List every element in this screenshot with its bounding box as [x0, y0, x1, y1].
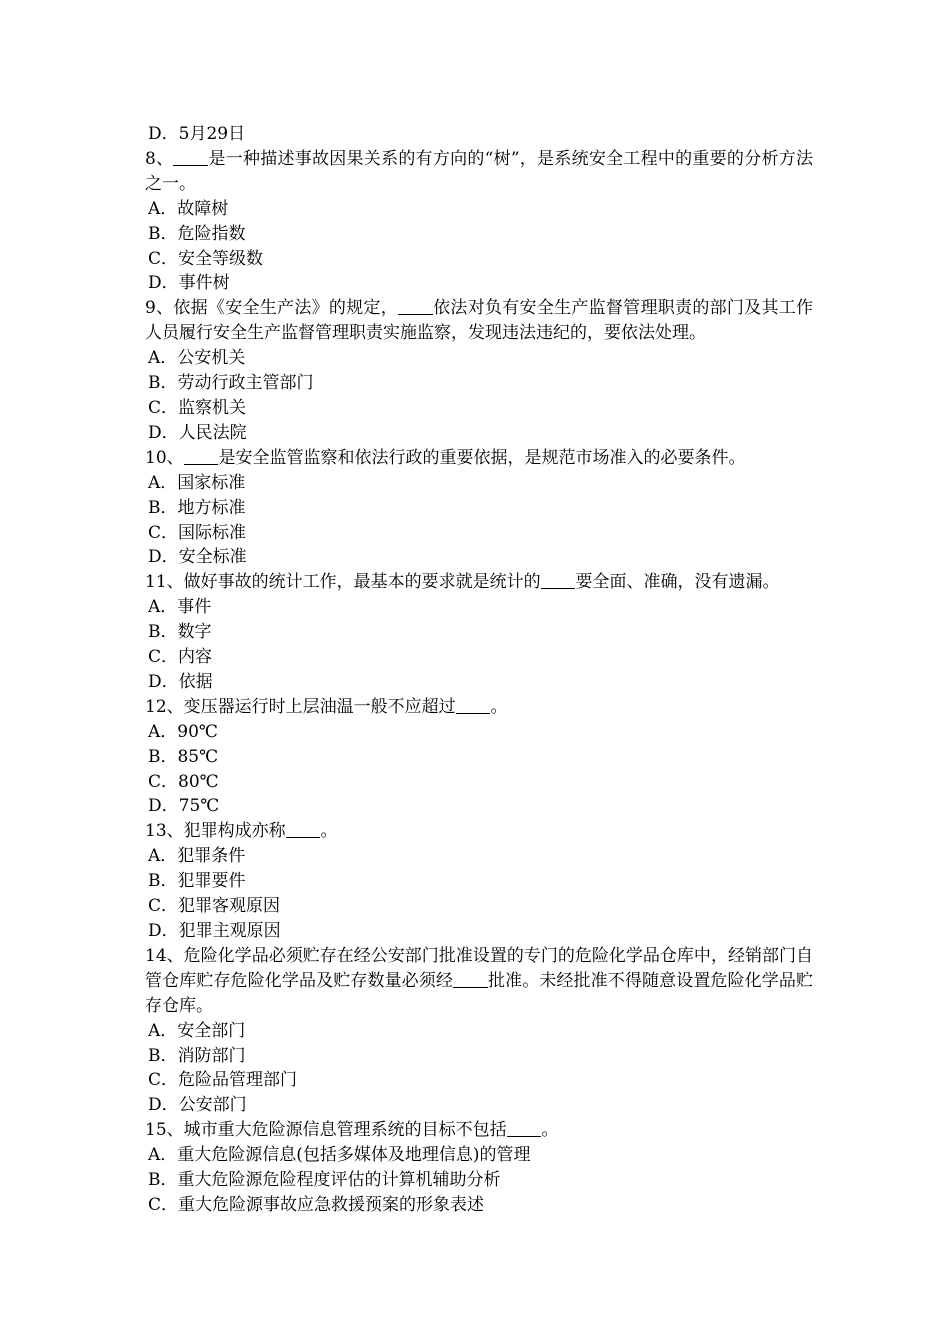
question-text	[145, 1118, 813, 1143]
question-rest: 。	[541, 1120, 559, 1141]
answer-option: C．80℃	[148, 771, 219, 792]
answer-option: A．事件	[148, 597, 212, 618]
question-lead: 14、危险化学品必须贮存在经公安部门批准设置的专门的危险化学品仓库中，经销部门自管仓库贮存危险化学品及贮存数量必须经	[145, 945, 813, 991]
answer-option: A．犯罪条件	[148, 846, 246, 867]
answer-option: D．犯罪主观原因	[148, 921, 281, 941]
answer-option: A．90℃	[148, 721, 218, 742]
question-lead: 10、	[145, 447, 184, 468]
answer-option: C．犯罪客观原因	[148, 896, 281, 917]
answer-option: D．公安部门	[148, 1095, 247, 1116]
question-rest: 。	[320, 821, 338, 842]
answer-option: B．消防部门	[148, 1045, 246, 1066]
question-text	[145, 944, 813, 1019]
answer-option: A．安全部门	[148, 1020, 246, 1041]
question-rest: 批准。未经批准不得随意设置危险化学品贮存仓库。	[145, 970, 814, 1016]
answer-option: B．重大危险源危险程度评估的计算机辅助分析	[148, 1170, 501, 1191]
answer-option: C．内容	[148, 647, 213, 668]
fill-in-blank	[173, 148, 208, 166]
fill-in-blank	[453, 970, 488, 988]
question-lead: 11、做好事故的统计工作，最基本的要求就是统计的	[145, 572, 541, 593]
question-rest: 依法对负有安全生产监督管理职责的部门及其工作人员履行安全生产监督管理职责实施监察，发现违法违纪的，要依法处理。	[145, 298, 813, 344]
answer-option: D．5月29日	[148, 124, 246, 144]
fill-in-blank	[541, 571, 576, 589]
question-text	[145, 819, 813, 844]
question-text	[145, 147, 813, 197]
question-rest: 是安全监管监察和依法行政的重要依据，是规范市场准入的必要条件。	[218, 447, 746, 468]
answer-option: B．85℃	[148, 746, 219, 767]
answer-option: C．国际标准	[148, 522, 247, 543]
question-rest: 是一种描述事故因果关系的有方向的“树”，是系统安全工程中的重要的分析方法之一。	[145, 148, 813, 194]
answer-option: D．75℃	[148, 796, 220, 817]
answer-option: B．地方标准	[148, 497, 246, 518]
fill-in-blank	[398, 297, 433, 315]
question-text	[145, 695, 813, 720]
fill-in-blank	[507, 1119, 542, 1137]
question-lead: 13、犯罪构成亦称	[145, 821, 286, 842]
answer-option: B．数字	[148, 622, 212, 643]
question-text	[145, 570, 813, 595]
question-rest: 要全面、准确，没有遗漏。	[575, 572, 780, 593]
answer-option: A．重大危险源信息(包括多媒体及地理信息)的管理	[148, 1145, 531, 1166]
question-rest: 。	[490, 696, 508, 717]
question-lead: 8、	[145, 148, 174, 169]
question-lead: 12、变压器运行时上层油温一般不应超过	[145, 696, 456, 717]
question-text	[145, 296, 813, 346]
document-page	[145, 122, 813, 1218]
question-lead: 15、城市重大危险源信息管理系统的目标不包括	[145, 1120, 507, 1141]
question-lead: 9、依据《安全生产法》的规定，	[145, 298, 399, 319]
answer-option: D．人民法院	[148, 422, 247, 443]
fill-in-blank	[184, 447, 219, 465]
answer-option: B．劳动行政主管部门	[148, 373, 314, 394]
answer-option: C．重大危险源事故应急救援预案的形象表述	[148, 1194, 485, 1215]
fill-in-blank	[286, 820, 321, 838]
answer-option: B．危险指数	[148, 223, 246, 244]
answer-option: D．依据	[148, 671, 213, 692]
fill-in-blank	[456, 696, 491, 714]
answer-option: A．国家标准	[148, 472, 246, 493]
answer-option: D．事件树	[148, 273, 230, 294]
answer-option: C．安全等级数	[148, 248, 264, 269]
answer-option: D．安全标准	[148, 547, 247, 568]
answer-option: C．监察机关	[148, 397, 247, 418]
answer-option: B．犯罪要件	[148, 871, 246, 892]
answer-option: A．故障树	[148, 198, 229, 219]
answer-option: C．危险品管理部门	[148, 1070, 298, 1091]
question-text	[145, 446, 813, 471]
answer-option: A．公安机关	[148, 348, 246, 369]
